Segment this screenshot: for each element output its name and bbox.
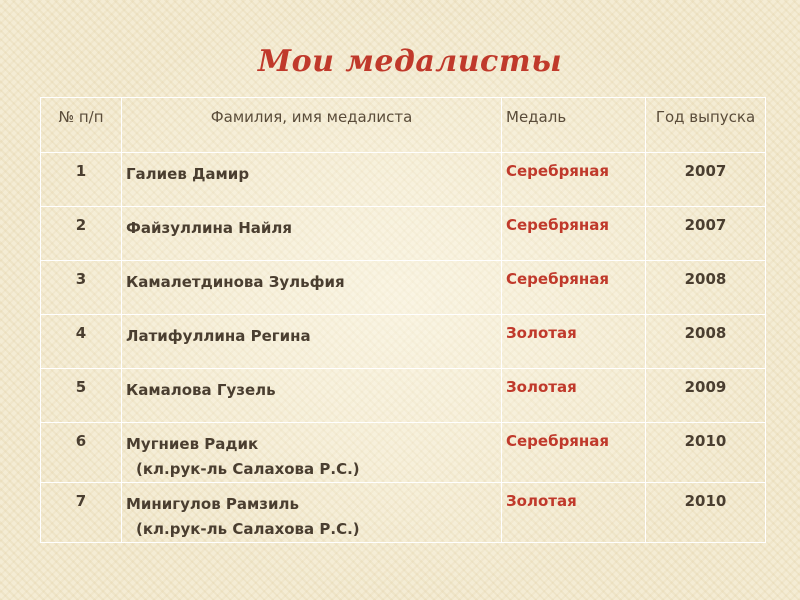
- table-row: [41, 315, 766, 369]
- table-row: [41, 423, 766, 483]
- row-num: 5: [41, 369, 122, 423]
- header-num: № п/п: [41, 98, 122, 153]
- medalist-name: Файзуллина Найля: [126, 219, 292, 237]
- row-medal: Серебряная: [502, 207, 646, 261]
- class-teacher-note: (кл.рук-ль Салахова Р.С.): [136, 520, 360, 538]
- medalist-name: Мугниев Радик: [126, 435, 259, 453]
- medalist-name: Минигулов Рамзиль: [126, 495, 300, 513]
- row-medal: Серебряная: [502, 423, 646, 483]
- row-name: [122, 261, 502, 315]
- row-year: 2008: [646, 261, 766, 315]
- row-medal: Золотая: [502, 483, 646, 543]
- row-year: 2010: [646, 423, 766, 483]
- row-year: 2007: [646, 153, 766, 207]
- row-name: [122, 423, 502, 483]
- medalist-name: Латифуллина Регина: [126, 327, 311, 345]
- table-header-row: [41, 98, 766, 153]
- row-num: 7: [41, 483, 122, 543]
- row-year: 2009: [646, 369, 766, 423]
- row-name: [122, 207, 502, 261]
- row-num: 2: [41, 207, 122, 261]
- row-name: [122, 315, 502, 369]
- row-name: [122, 153, 502, 207]
- header-name: Фамилия, имя медалиста: [122, 98, 502, 153]
- row-num: 6: [41, 423, 122, 483]
- slide-title: Мои медалисты: [257, 44, 563, 79]
- table-row: [41, 369, 766, 423]
- row-year: 2007: [646, 207, 766, 261]
- table-row: [41, 261, 766, 315]
- medalist-name: Камалова Гузель: [126, 381, 276, 399]
- row-num: 4: [41, 315, 122, 369]
- header-year: Год выпуска: [646, 98, 766, 153]
- table-row: [41, 483, 766, 543]
- row-year: 2008: [646, 315, 766, 369]
- row-name: [122, 369, 502, 423]
- row-num: 3: [41, 261, 122, 315]
- row-medal: Золотая: [502, 369, 646, 423]
- row-year: 2010: [646, 483, 766, 543]
- table-row: [41, 153, 766, 207]
- row-medal: Золотая: [502, 315, 646, 369]
- medalist-name: Камалетдинова Зульфия: [126, 273, 345, 291]
- row-num: 1: [41, 153, 122, 207]
- class-teacher-note: (кл.рук-ль Салахова Р.С.): [136, 460, 360, 478]
- header-medal: Медаль: [502, 98, 646, 153]
- medalist-name: Галиев Дамир: [126, 165, 250, 183]
- row-medal: Серебряная: [502, 153, 646, 207]
- table-row: [41, 207, 766, 261]
- medalists-table: [40, 97, 766, 543]
- row-medal: Серебряная: [502, 261, 646, 315]
- row-name: [122, 483, 502, 543]
